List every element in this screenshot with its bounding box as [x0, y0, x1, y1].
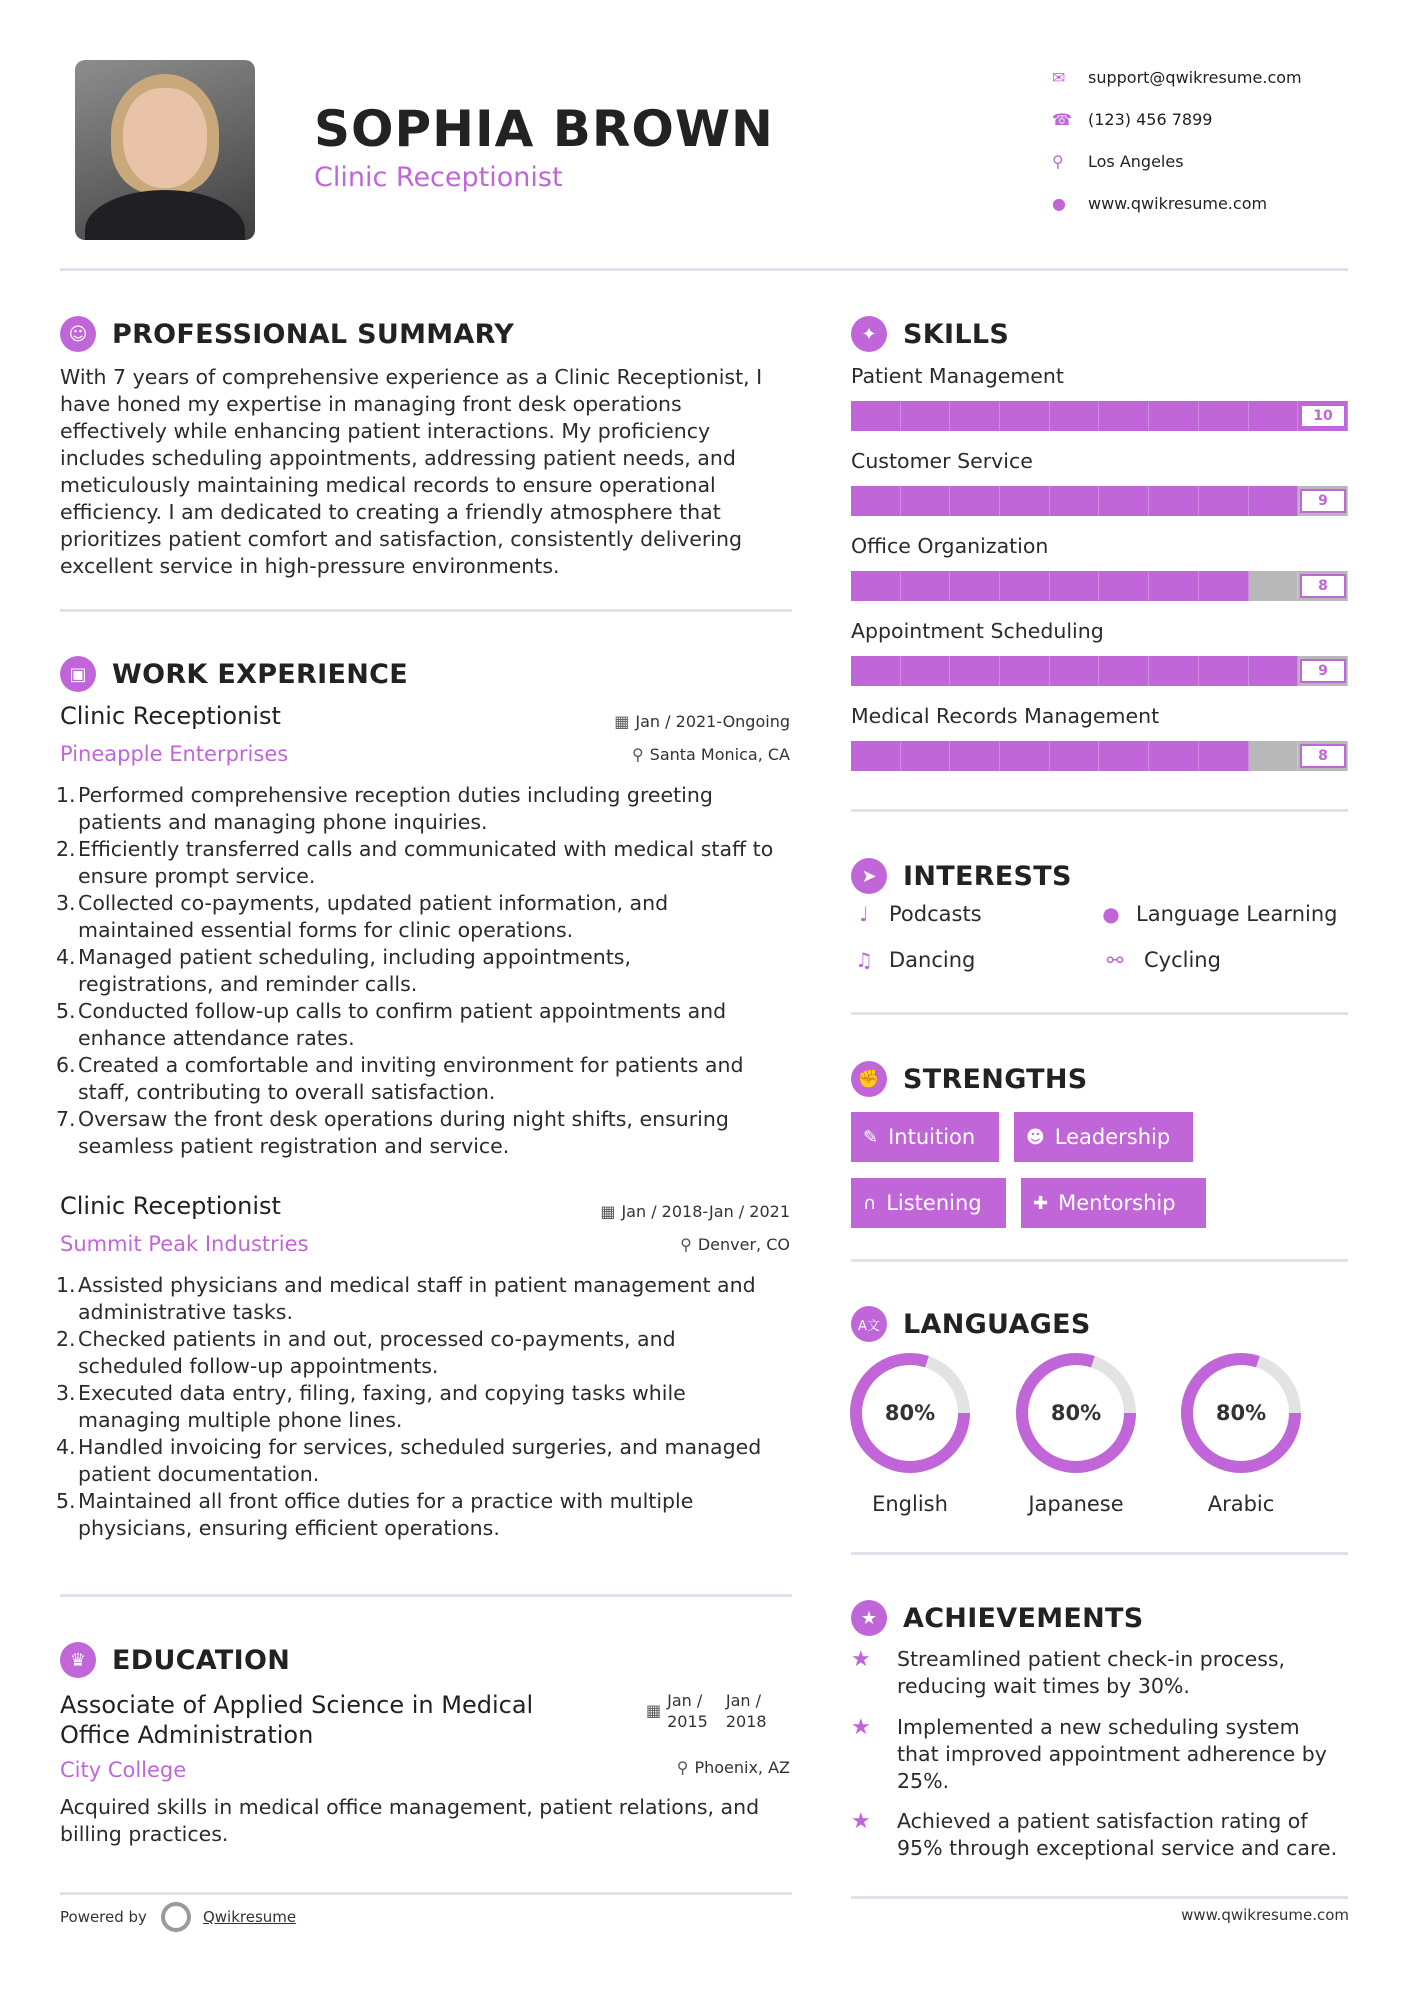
skill-level-bar — [851, 656, 1348, 686]
interest-cycling: ⚯ Cycling — [1098, 948, 1221, 972]
skill-level-bar — [851, 401, 1348, 431]
achievements-heading: ★ ACHIEVEMENTS — [851, 1600, 1144, 1636]
skill-name: Patient Management — [851, 364, 1064, 388]
interests-heading: ➤ INTERESTS — [851, 858, 1072, 894]
achievements-divider — [851, 1896, 1348, 1899]
phone-icon: ☎ — [1052, 109, 1072, 129]
work-heading: ▣ WORK EXPERIENCE — [60, 656, 408, 692]
education-heading: ♛ EDUCATION — [60, 1642, 290, 1678]
language-percent: 80% — [1050, 1401, 1102, 1425]
job-dates: ▦ Jan / 2021-Ongoing — [614, 712, 790, 731]
skill-segment — [851, 571, 901, 601]
skill-segment — [1050, 571, 1100, 601]
calendar-icon: ▦ — [646, 1701, 662, 1720]
skill-segment — [1149, 401, 1199, 431]
briefcase-icon: ▣ — [60, 656, 96, 692]
contact-email[interactable]: ✉ support@qwikresume.com — [1052, 67, 1302, 87]
job-duties — [60, 782, 810, 1160]
bicycle-icon: ⚯ — [1106, 948, 1124, 972]
education-location: ⚲ Phoenix, AZ — [676, 1758, 790, 1777]
school-name: City College — [60, 1758, 187, 1782]
company-name: Summit Peak Industries — [60, 1232, 309, 1256]
star-badge-icon: ★ — [851, 1600, 887, 1636]
paper-plane-icon: ➤ — [851, 858, 887, 894]
pin-icon: ⚲ — [680, 1235, 692, 1254]
skill-segment — [950, 741, 1000, 771]
contact-phone[interactable]: ☎ (123) 456 7899 — [1052, 109, 1213, 129]
skills-heading: ✦ SKILLS — [851, 316, 1009, 352]
skill-segment — [1249, 741, 1299, 771]
list-item: Oversaw the front desk operations during night shifts, ensuring seamless patient registration and service. — [78, 1107, 729, 1158]
skill-segment — [851, 656, 901, 686]
skill-segment — [950, 401, 1000, 431]
list-item: Performed comprehensive reception duties including greeting patients and managing phone inquiries. — [78, 783, 713, 834]
skill-segment — [1199, 486, 1249, 516]
skill-segment — [1000, 486, 1050, 516]
magic-wand-icon: ✎ — [863, 1126, 879, 1148]
headphones-icon: ∩ — [863, 1192, 877, 1214]
graduation-icon: ♛ — [60, 1642, 96, 1678]
language-name: Arabic — [1207, 1492, 1275, 1516]
strength-tag-intuition: ✎ Intuition — [851, 1112, 999, 1162]
skill-segment — [1149, 656, 1199, 686]
skill-segment — [1249, 571, 1299, 601]
interest-podcasts: ♩ Podcasts — [851, 902, 982, 926]
language-name: Japanese — [1028, 1492, 1124, 1516]
language-icon: A文 — [851, 1306, 887, 1342]
skill-segment — [1149, 486, 1199, 516]
education-divider — [60, 1892, 792, 1895]
strength-tag-listening: ∩ Listening — [851, 1178, 1006, 1228]
skill-segment — [1000, 401, 1050, 431]
list-item: Conducted follow-up calls to confirm patient appointments and enhance attendance rates. — [78, 999, 727, 1050]
footer-url[interactable]: www.qwikresume.com — [1181, 1906, 1349, 1924]
skill-segment — [1000, 741, 1050, 771]
achievement-item: ★ Streamlined patient check-in process, reducing wait times by 30%. — [851, 1647, 1286, 1698]
mail-icon: ✉ — [1052, 67, 1066, 87]
calendar-icon: ▦ — [600, 1202, 616, 1221]
summary-text: With 7 years of comprehensive experience as a Clinic Receptionist, I have honed my expertise in managing front desk operations effectively while enhancing patient interactions. My proficiency includes scheduling appointments, addressing patient needs, and meticulously maintaining medical records to ensure operational efficiency. I am dedicated to creating a friendly atmosphere that prioritizes patient comfort and satisfaction, consistently delivering excellent service in high-pressure environments. — [60, 365, 763, 578]
qwikresume-link[interactable]: Qwikresume — [202, 1908, 297, 1926]
header-divider — [60, 268, 1348, 271]
skill-segment — [1199, 741, 1249, 771]
skill-segment — [950, 571, 1000, 601]
skill-segment — [1099, 741, 1149, 771]
skill-segment — [1099, 571, 1149, 601]
skill-segment — [1050, 741, 1100, 771]
microphone-icon: ♩ — [859, 902, 869, 926]
contact-location: ⚲ Los Angeles — [1052, 151, 1184, 171]
skill-score: 10 — [1300, 404, 1346, 428]
list-item: Executed data entry, filing, faxing, and copying tasks while managing multiple phone lines. — [78, 1381, 686, 1432]
lightbulb-icon: ✦ — [851, 316, 887, 352]
strengths-divider — [851, 1259, 1348, 1262]
star-icon: ★ — [851, 1715, 871, 1740]
interest-dancing: ♫ Dancing — [851, 948, 975, 972]
degree-title: Associate of Applied Science in Medical Office Administration — [60, 1691, 534, 1749]
contact-website[interactable]: ● www.qwikresume.com — [1052, 193, 1268, 213]
strengths-heading: ✊ STRENGTHS — [851, 1061, 1088, 1097]
contact-list — [1050, 56, 1302, 224]
skill-segment — [950, 486, 1000, 516]
interests-divider — [851, 1012, 1348, 1015]
interest-language-learning: ● Language Learning — [1098, 902, 1337, 926]
candidate-title: Clinic Receptionist — [314, 162, 563, 193]
job-duties — [60, 1272, 810, 1542]
list-item: Handled invoicing for services, scheduled surgeries, and managed patient documentation. — [78, 1435, 762, 1486]
skill-segment — [1050, 656, 1100, 686]
job-title: Clinic Receptionist — [60, 1192, 281, 1220]
skill-segment — [1199, 571, 1249, 601]
pin-icon: ⚲ — [631, 745, 644, 764]
skill-name: Medical Records Management — [851, 704, 1160, 728]
globe-icon: ● — [1052, 193, 1066, 213]
list-item: Managed patient scheduling, including appointments, registrations, and reminder calls. — [78, 945, 631, 996]
calendar-icon: ▦ — [614, 712, 630, 731]
skill-name: Office Organization — [851, 534, 1049, 558]
skill-score: 9 — [1300, 659, 1346, 683]
languages-heading: A文 LANGUAGES — [851, 1306, 1091, 1342]
language-item — [849, 1352, 971, 1516]
globe-icon: ● — [1102, 902, 1120, 926]
skill-segment — [1000, 571, 1050, 601]
skill-score: 8 — [1300, 744, 1346, 768]
skill-segment — [1099, 486, 1149, 516]
skill-segment — [1099, 656, 1149, 686]
list-item: Checked patients in and out, processed co-payments, and scheduled follow-up appointments. — [78, 1327, 676, 1378]
language-item — [1180, 1352, 1302, 1516]
achievement-item: ★ Implemented a new scheduling system that improved appointment adherence by 25%. — [851, 1715, 1327, 1793]
list-item: Collected co-payments, updated patient information, and maintained essential forms for clinic operations. — [78, 891, 669, 942]
skill-segment — [851, 741, 901, 771]
skills-divider — [851, 809, 1348, 812]
strength-tag-leadership: ☻ Leadership — [1014, 1112, 1193, 1162]
company-name: Pineapple Enterprises — [60, 742, 289, 766]
list-item: Efficiently transferred calls and communicated with medical staff to ensure prompt service. — [78, 837, 774, 888]
music-icon: ♫ — [855, 948, 873, 972]
languages-divider — [851, 1552, 1348, 1555]
list-item: Maintained all front office duties for a practice with multiple physicians, ensuring efficient operations. — [78, 1489, 694, 1540]
footer-powered-by: Powered by Qwikresume — [60, 1902, 296, 1932]
language-name: English — [872, 1492, 948, 1516]
users-icon: ☻ — [1026, 1126, 1045, 1148]
user-plus-icon: ✚ — [1033, 1192, 1049, 1214]
skill-level-bar — [851, 741, 1348, 771]
skill-segment — [1149, 571, 1199, 601]
star-icon: ★ — [851, 1647, 871, 1672]
skill-name: Customer Service — [851, 449, 1033, 473]
skill-segment — [1050, 401, 1100, 431]
profile-photo — [75, 60, 255, 240]
achievement-item: ★ Achieved a patient satisfaction rating of 95% through exceptional service and care. — [851, 1809, 1338, 1860]
job-dates: ▦ Jan / 2018-Jan / 2021 — [600, 1202, 790, 1221]
skill-segment — [1249, 656, 1299, 686]
language-item — [1015, 1352, 1137, 1516]
qwikresume-logo-icon — [161, 1902, 191, 1932]
education-description: Acquired skills in medical office management, patient relations, and billing practices. — [60, 1795, 760, 1846]
skill-segment — [950, 656, 1000, 686]
skill-name: Appointment Scheduling — [851, 619, 1104, 643]
job-title: Clinic Receptionist — [60, 702, 281, 730]
skill-level-bar — [851, 571, 1348, 601]
list-item: Created a comfortable and inviting environment for patients and staff, contributing to overall satisfaction. — [78, 1053, 744, 1104]
skill-segment — [1249, 401, 1299, 431]
skill-segment — [901, 486, 951, 516]
fist-icon: ✊ — [851, 1061, 887, 1097]
summary-divider — [60, 609, 792, 612]
job-location: ⚲ Santa Monica, CA — [631, 745, 790, 764]
language-percent: 80% — [884, 1401, 936, 1425]
user-icon: ☺ — [60, 316, 96, 352]
skill-segment — [1050, 486, 1100, 516]
skill-level-bar — [851, 486, 1348, 516]
skill-segment — [1249, 486, 1299, 516]
location-icon: ⚲ — [1052, 151, 1064, 171]
language-percent: 80% — [1215, 1401, 1267, 1425]
skill-score: 9 — [1300, 489, 1346, 513]
skill-segment — [901, 656, 951, 686]
pin-icon: ⚲ — [676, 1758, 689, 1777]
skill-segment — [1199, 656, 1249, 686]
work-divider — [60, 1594, 792, 1597]
skill-segment — [1199, 401, 1249, 431]
skill-segment — [901, 741, 951, 771]
skill-segment — [1000, 656, 1050, 686]
job-location: ⚲ Denver, CO — [680, 1235, 790, 1254]
skill-segment — [901, 401, 951, 431]
candidate-name: SOPHIA BROWN — [314, 100, 774, 158]
skill-segment — [851, 401, 901, 431]
skill-score: 8 — [1300, 574, 1346, 598]
skill-segment — [851, 486, 901, 516]
summary-heading: ☺ PROFESSIONAL SUMMARY — [60, 316, 514, 352]
list-item: Assisted physicians and medical staff in patient management and administrative tasks. — [78, 1273, 756, 1324]
skill-segment — [1099, 401, 1149, 431]
strength-tag-mentorship: ✚ Mentorship — [1021, 1178, 1206, 1228]
education-dates: ▦ Jan / 2015 Jan / 2018 — [646, 1691, 767, 1731]
skill-segment — [901, 571, 951, 601]
star-icon: ★ — [851, 1809, 871, 1834]
skill-segment — [1149, 741, 1199, 771]
